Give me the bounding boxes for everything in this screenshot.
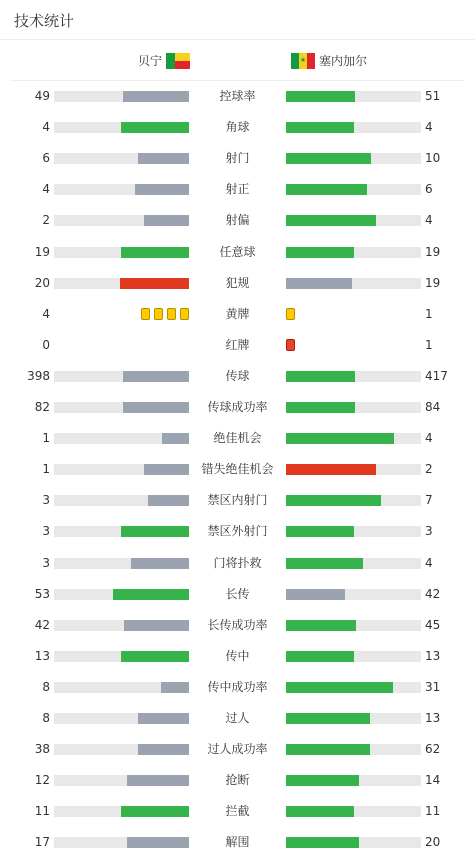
away-bar-track (286, 682, 421, 693)
home-value: 3 (42, 524, 50, 539)
away-bar (286, 837, 359, 848)
away-bar-track (286, 495, 421, 506)
away-bar (286, 433, 394, 444)
stat-label: 绝佳机会 (213, 431, 262, 446)
home-value: 38 (34, 742, 50, 757)
home-bar (144, 464, 189, 475)
away-value: 1 (425, 337, 433, 352)
away-bar-track (286, 91, 421, 102)
away-bar-track (286, 184, 421, 195)
stat-row (0, 734, 475, 765)
home-bar-track (54, 775, 189, 786)
away-bar-track (286, 744, 421, 755)
away-bar-track (286, 620, 421, 631)
stat-label: 犯规 (225, 275, 250, 290)
home-value: 6 (42, 151, 50, 166)
home-bar-track (54, 402, 189, 413)
stat-row (0, 330, 475, 361)
away-bar-track (286, 278, 421, 289)
away-value: 10 (425, 151, 441, 166)
home-value: 49 (34, 89, 50, 103)
away-value: 7 (425, 493, 433, 508)
away-value: 42 (425, 586, 441, 601)
away-bar (286, 184, 367, 195)
stat-row (0, 205, 475, 236)
stat-row (0, 765, 475, 796)
away-bar (286, 620, 356, 631)
away-value: 6 (425, 182, 433, 197)
home-bar-track (54, 184, 189, 195)
home-bar-track (54, 744, 189, 755)
away-bar (286, 651, 354, 662)
senegal-flag-icon: ★ (291, 53, 315, 69)
benin-flag-icon (166, 53, 190, 69)
stat-row (0, 485, 475, 516)
away-cards (286, 308, 295, 320)
stat-label: 射偏 (225, 213, 250, 228)
away-bar (286, 122, 354, 133)
away-value: 4 (425, 555, 433, 570)
away-value: 4 (425, 120, 433, 135)
stat-label: 错失绝佳机会 (201, 462, 274, 477)
away-value: 2 (425, 462, 433, 477)
away-value: 4 (425, 431, 433, 446)
stat-row (0, 268, 475, 299)
away-bar-track (286, 558, 421, 569)
home-value: 20 (34, 275, 50, 290)
home-bar-track (54, 526, 189, 537)
stat-row (0, 361, 475, 392)
away-bar (286, 682, 393, 693)
away-bar-track (286, 713, 421, 724)
stat-row (0, 610, 475, 641)
away-value: 62 (425, 742, 441, 757)
away-bar (286, 495, 381, 506)
home-bar-track (54, 153, 189, 164)
home-bar-track (54, 837, 189, 848)
home-value: 1 (42, 431, 50, 446)
home-bar (144, 215, 189, 226)
home-bar-track (54, 122, 189, 133)
stat-row (0, 392, 475, 423)
stat-label: 过人成功率 (207, 742, 268, 757)
away-team-name: 塞内加尔 (319, 54, 368, 68)
home-team (138, 52, 190, 69)
home-bar-track (54, 278, 189, 289)
home-value: 17 (34, 835, 50, 850)
away-value: 417 (425, 368, 448, 383)
home-value: 13 (34, 648, 50, 663)
away-bar (286, 278, 352, 289)
stat-label: 黄牌 (225, 306, 250, 321)
away-value: 19 (425, 275, 441, 290)
stat-row (0, 579, 475, 610)
home-bar (123, 402, 189, 413)
away-bar (286, 589, 345, 600)
home-bar (120, 278, 189, 289)
home-value: 11 (34, 804, 50, 819)
home-bar (161, 682, 189, 693)
home-value: 4 (42, 120, 50, 135)
stat-label: 抢断 (225, 773, 250, 788)
away-bar-track (286, 433, 421, 444)
home-bar (124, 620, 189, 631)
home-bar (121, 651, 189, 662)
stat-row (0, 143, 475, 174)
home-bar-track (54, 620, 189, 631)
stat-row (0, 112, 475, 143)
away-value: 11 (425, 804, 441, 819)
stat-row (0, 423, 475, 454)
stat-row (0, 81, 475, 112)
stat-label: 传中 (225, 648, 250, 663)
home-value: 82 (34, 400, 50, 414)
home-bar (138, 713, 189, 724)
away-bar-track (286, 402, 421, 413)
away-bar-track (286, 651, 421, 662)
home-bar-track (54, 589, 189, 600)
away-bar (286, 402, 355, 413)
away-bar-track (286, 837, 421, 848)
home-bar-track (54, 806, 189, 817)
away-bar (286, 91, 355, 102)
away-value: 19 (425, 244, 441, 259)
home-value: 3 (42, 555, 50, 570)
away-bar (286, 371, 355, 382)
stat-row (0, 827, 475, 858)
home-bar-track (54, 464, 189, 475)
away-value: 51 (425, 89, 441, 103)
away-bar-track (286, 589, 421, 600)
away-bar-track (286, 215, 421, 226)
away-bar (286, 464, 376, 475)
teams-bar (10, 41, 465, 81)
home-cards (141, 308, 189, 320)
away-value: 13 (425, 648, 441, 663)
away-bar-track (286, 775, 421, 786)
away-team (291, 52, 367, 69)
home-bar (127, 837, 189, 848)
away-bar (286, 806, 354, 817)
away-bar (286, 558, 363, 569)
away-value: 31 (425, 679, 441, 694)
home-value: 12 (34, 773, 50, 788)
away-bar (286, 775, 359, 786)
stat-row (0, 703, 475, 734)
away-bar-track (286, 526, 421, 537)
away-value: 84 (425, 400, 441, 414)
away-bar (286, 215, 376, 226)
stat-label: 射门 (225, 151, 250, 166)
away-value: 3 (425, 524, 433, 539)
home-bar (131, 558, 189, 569)
away-bar (286, 526, 354, 537)
stat-label: 长传 (225, 586, 250, 601)
stat-label: 门将扑救 (213, 555, 262, 570)
home-value: 3 (42, 493, 50, 508)
away-bar-track (286, 464, 421, 475)
away-value: 4 (425, 213, 433, 228)
home-value: 2 (42, 213, 50, 228)
home-bar (123, 371, 189, 382)
stat-label: 角球 (225, 120, 250, 135)
away-cards (286, 339, 295, 351)
home-bar (138, 153, 189, 164)
home-value: 0 (42, 337, 50, 352)
stat-label: 传球 (225, 368, 250, 383)
away-bar (286, 713, 370, 724)
stat-label: 禁区内射门 (207, 493, 268, 508)
away-value: 1 (425, 306, 433, 321)
stat-row (0, 174, 475, 205)
home-bar (121, 526, 189, 537)
stats-header (0, 0, 475, 40)
home-bar-track (54, 682, 189, 693)
stat-row (0, 516, 475, 547)
home-bar-track (54, 91, 189, 102)
home-bar (121, 122, 189, 133)
home-bar (162, 433, 189, 444)
away-bar (286, 153, 371, 164)
yellow-card-icon (167, 308, 176, 320)
away-value: 45 (425, 617, 441, 632)
stat-row (0, 796, 475, 827)
home-bar-track (54, 651, 189, 662)
away-bar (286, 744, 370, 755)
home-bar-track (54, 215, 189, 226)
stat-row (0, 672, 475, 703)
yellow-card-icon (286, 308, 295, 320)
away-bar-track (286, 806, 421, 817)
away-value: 13 (425, 711, 441, 725)
home-bar-track (54, 558, 189, 569)
away-bar-track (286, 122, 421, 133)
away-bar-track (286, 153, 421, 164)
red-card-icon (286, 339, 295, 351)
home-team-name: 贝宁 (137, 54, 162, 68)
home-bar (127, 775, 189, 786)
stat-label: 过人 (225, 711, 250, 725)
stat-label: 控球率 (219, 89, 256, 103)
yellow-card-icon (154, 308, 163, 320)
stat-label: 射正 (225, 182, 250, 197)
page-title: 技术统计 (14, 12, 75, 30)
home-value: 42 (34, 617, 50, 632)
stat-label: 拦截 (225, 804, 250, 819)
stat-label: 传中成功率 (207, 679, 268, 694)
home-bar (113, 589, 189, 600)
stat-row (0, 548, 475, 579)
home-bar-track (54, 713, 189, 724)
home-bar (121, 247, 189, 258)
stat-row (0, 299, 475, 330)
home-value: 4 (42, 182, 50, 197)
stat-row (0, 641, 475, 672)
away-value: 20 (425, 835, 441, 850)
yellow-card-icon (141, 308, 150, 320)
stat-label: 禁区外射门 (207, 524, 268, 539)
home-bar-track (54, 371, 189, 382)
home-value: 4 (42, 306, 50, 321)
stat-label: 长传成功率 (207, 617, 268, 632)
home-bar (121, 806, 189, 817)
home-value: 19 (34, 244, 50, 259)
away-value: 14 (425, 773, 441, 788)
away-bar-track (286, 247, 421, 258)
home-value: 1 (42, 462, 50, 477)
stat-label: 传球成功率 (207, 400, 268, 414)
home-bar (148, 495, 189, 506)
home-value: 8 (42, 679, 50, 694)
home-bar-track (54, 247, 189, 258)
home-bar (135, 184, 189, 195)
home-value: 8 (42, 711, 50, 725)
home-bar-track (54, 495, 189, 506)
home-bar (123, 91, 189, 102)
home-value: 398 (27, 368, 50, 383)
home-bar-track (54, 433, 189, 444)
yellow-card-icon (180, 308, 189, 320)
stat-label: 红牌 (225, 337, 250, 352)
away-bar-track (286, 371, 421, 382)
stat-label: 任意球 (219, 244, 256, 259)
away-bar (286, 247, 354, 258)
stat-row (0, 237, 475, 268)
home-bar (138, 744, 189, 755)
home-value: 53 (34, 586, 50, 601)
stat-row (0, 454, 475, 485)
stat-label: 解围 (225, 835, 250, 850)
